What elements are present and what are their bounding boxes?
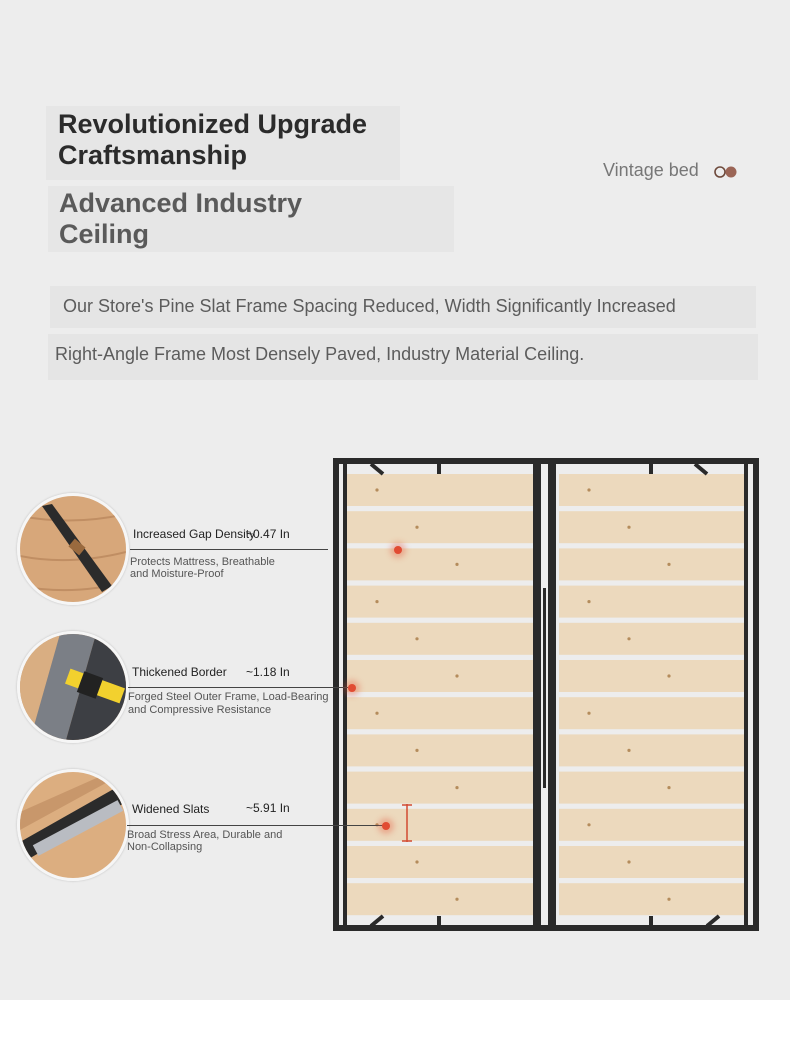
pine-slat [559,623,744,655]
subtitle-line-1: Advanced Industry [59,188,303,218]
wood-knot [587,823,590,826]
wood-knot [587,600,590,603]
wood-knot [455,786,458,789]
pine-slat [559,772,744,804]
callout-line [130,549,328,550]
wood-knot [667,898,670,901]
wood-knot [627,860,630,863]
wood-knot [375,600,378,603]
pine-slat [559,697,744,729]
title-line-1: Revolutionized Upgrade [58,109,368,139]
slats-right [559,474,744,915]
wood-knot [587,712,590,715]
pine-slat [559,883,744,915]
pine-slat [347,734,533,766]
wood-knot [415,637,418,640]
wood-knot [455,898,458,901]
subtitle-line-2: Ceiling [59,219,150,249]
pine-slat [347,883,533,915]
pine-slat [559,809,744,841]
pine-slat [559,734,744,766]
feature-value-border: ~1.18 In [246,665,290,679]
slats-left [347,474,533,915]
feature-value-slats: ~5.91 In [246,801,290,815]
pine-slat [347,548,533,580]
pine-slat [559,846,744,878]
description-line-2: Right-Angle Frame Most Densely Paved, Industry Material Ceiling. [55,344,585,364]
wood-knot [587,488,590,491]
page-title [58,109,398,171]
hotspot-marker [382,822,390,830]
title-line-2: Craftsmanship [58,140,248,170]
feature-desc-slats-2: Non-Collapsing [127,841,203,853]
pine-slat [347,697,533,729]
pine-slat [559,548,744,580]
pine-slat [559,660,744,692]
pine-slat [347,586,533,618]
pine-slat [347,511,533,543]
feature-image-slats [17,769,129,881]
pine-slat [347,623,533,655]
pine-slat [559,511,744,543]
slat-closeup-icon [20,496,126,602]
wood-knot [415,860,418,863]
wood-knot [415,526,418,529]
pine-slat [559,586,744,618]
page-subtitle [59,188,399,250]
product-tag: Vintage bed [603,160,699,180]
wood-knot [627,749,630,752]
pine-slat [347,846,533,878]
feature-value-gap: ~0.47 In [246,527,290,541]
feature-desc-gap-1: Protects Mattress, Breathable [130,556,275,568]
hotspot-marker [394,546,402,554]
bed-frame-illustration [333,458,759,934]
wood-knot [667,674,670,677]
wood-knot [455,563,458,566]
feature-desc-border-1: Forged Steel Outer Frame, Load-Bearing [128,691,329,703]
pine-slat [347,474,533,506]
feature-desc-gap-2: and Moisture-Proof [130,568,224,580]
wood-knot [415,749,418,752]
callout-line [128,687,348,688]
pine-slat [559,474,744,506]
feature-image-gap [17,493,129,605]
feature-title-slats: Widened Slats [132,802,210,816]
wood-knot [667,563,670,566]
feature-desc-slats-1: Broad Stress Area, Durable and [127,829,283,841]
feature-title-border: Thickened Border [132,665,227,679]
wood-knot [455,674,458,677]
wood-knot [627,637,630,640]
wood-knot [375,712,378,715]
description-line-1: Our Store's Pine Slat Frame Spacing Reduced, Width Significantly Increased [63,296,676,316]
wood-knot [375,488,378,491]
feature-title-gap: Increased Gap Density [133,527,256,541]
feature-desc-border-2: and Compressive Resistance [128,704,272,716]
pine-slat [347,660,533,692]
pine-slat [347,772,533,804]
ruler-icon [20,772,126,878]
callout-line [127,825,385,826]
feature-image-border [17,631,129,743]
wood-knot [627,526,630,529]
wood-knot [667,786,670,789]
tape-measure-icon [20,634,126,740]
double-dot-icon [713,165,739,179]
hotspot-marker [348,684,356,692]
